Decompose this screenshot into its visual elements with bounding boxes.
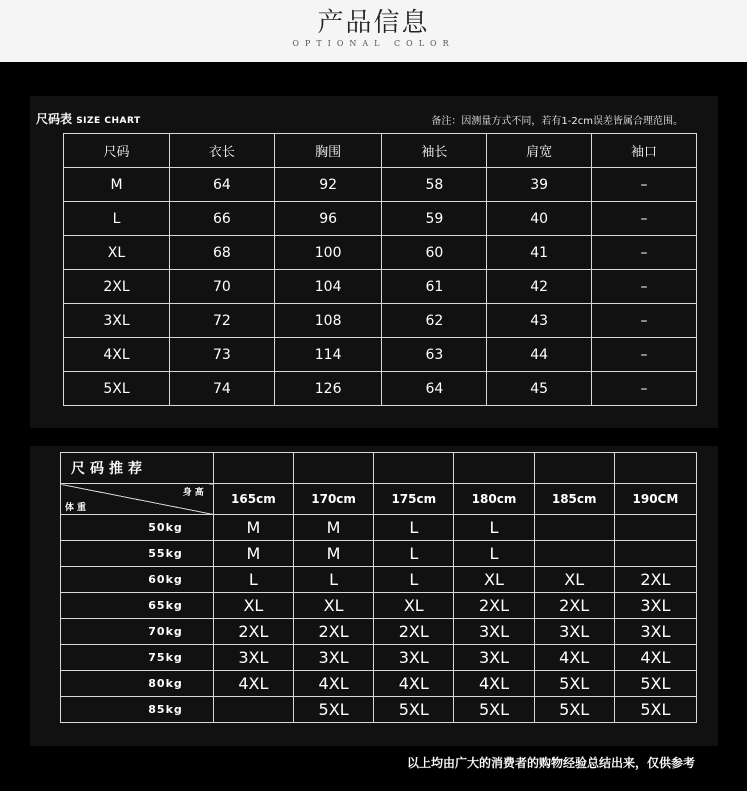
recommend-title: 尺码推荐 — [61, 453, 214, 484]
table-cell: 59 — [382, 202, 487, 236]
size-chart-table — [63, 133, 697, 406]
recommended-size-cell: M — [293, 515, 373, 541]
recommended-size-cell: XL — [534, 567, 614, 593]
weight-label: 55kg — [61, 541, 214, 567]
table-cell: 62 — [382, 304, 487, 338]
height-header: 170cm — [293, 484, 373, 515]
size-chart-heading — [36, 110, 141, 127]
table-cell: M — [64, 168, 170, 202]
table-cell — [374, 453, 454, 484]
table-cell: 126 — [274, 372, 382, 406]
recommended-size-cell: 5XL — [534, 671, 614, 697]
page-title: 产品信息 — [317, 8, 430, 38]
table-row — [64, 372, 697, 406]
diagonal-header-cell — [61, 484, 214, 515]
table-row — [64, 304, 697, 338]
column-header: 衣长 — [169, 134, 274, 168]
recommended-size-cell: L — [454, 541, 534, 567]
table-cell: – — [592, 372, 697, 406]
recommended-size-cell: M — [213, 515, 293, 541]
height-header: 175cm — [374, 484, 454, 515]
table-row — [61, 645, 697, 671]
recommended-size-cell: 3XL — [454, 645, 534, 671]
recommended-size-cell: 2XL — [213, 619, 293, 645]
table-cell: 72 — [169, 304, 274, 338]
recommended-size-cell: M — [293, 541, 373, 567]
recommended-size-cell: 2XL — [293, 619, 373, 645]
table-cell: 61 — [382, 270, 487, 304]
table-cell: 44 — [487, 338, 592, 372]
column-header: 袖口 — [592, 134, 697, 168]
recommended-size-cell: M — [213, 541, 293, 567]
table-cell — [614, 453, 696, 484]
table-cell: 45 — [487, 372, 592, 406]
table-row — [61, 671, 697, 697]
page-subtitle: OPTIONAL COLOR — [292, 39, 455, 48]
table-cell: 60 — [382, 236, 487, 270]
weight-label: 70kg — [61, 619, 214, 645]
table-cell — [534, 453, 614, 484]
table-row — [61, 593, 697, 619]
table-cell: 4XL — [64, 338, 170, 372]
table-row — [61, 515, 697, 541]
recommended-size-cell: L — [374, 515, 454, 541]
table-cell: 64 — [382, 372, 487, 406]
recommended-size-cell: L — [374, 567, 454, 593]
recommended-size-cell: 4XL — [454, 671, 534, 697]
table-cell — [293, 453, 373, 484]
table-row — [61, 697, 697, 723]
table-cell: – — [592, 338, 697, 372]
recommended-size-cell: 4XL — [534, 645, 614, 671]
height-header: 180cm — [454, 484, 534, 515]
recommended-size-cell — [213, 697, 293, 723]
recommended-size-cell: XL — [454, 567, 534, 593]
size-chart-title-cn: 尺码表 — [36, 112, 73, 126]
recommended-size-cell: XL — [293, 593, 373, 619]
table-cell: 43 — [487, 304, 592, 338]
table-row — [64, 168, 697, 202]
table-cell: 114 — [274, 338, 382, 372]
recommended-size-cell: 5XL — [374, 697, 454, 723]
table-cell: 108 — [274, 304, 382, 338]
table-row — [64, 202, 697, 236]
table-cell: – — [592, 270, 697, 304]
table-cell: 100 — [274, 236, 382, 270]
table-row — [64, 338, 697, 372]
table-row — [61, 541, 697, 567]
recommended-size-cell: 2XL — [454, 593, 534, 619]
height-axis-label: 身高 — [182, 488, 207, 498]
table-cell: 68 — [169, 236, 274, 270]
table-cell: 42 — [487, 270, 592, 304]
recommended-size-cell: 3XL — [374, 645, 454, 671]
table-row — [64, 236, 697, 270]
recommended-size-cell: 4XL — [614, 645, 696, 671]
recommended-size-cell: 3XL — [213, 645, 293, 671]
table-row — [61, 567, 697, 593]
table-cell: 5XL — [64, 372, 170, 406]
table-cell: 2XL — [64, 270, 170, 304]
recommended-size-cell: XL — [213, 593, 293, 619]
recommended-size-cell: L — [454, 515, 534, 541]
footer-note: 以上均由广大的消费者的购物经验总结出来，仅供参考 — [406, 756, 695, 770]
recommended-size-cell: 5XL — [293, 697, 373, 723]
weight-axis-label: 体重 — [65, 503, 90, 513]
table-cell: 66 — [169, 202, 274, 236]
recommended-size-cell: 5XL — [454, 697, 534, 723]
size-chart-note: 备注：因测量方式不同，若有1-2cm误差皆属合理范围。 — [431, 116, 683, 127]
table-cell — [213, 453, 293, 484]
weight-label: 75kg — [61, 645, 214, 671]
table-cell: 3XL — [64, 304, 170, 338]
recommended-size-cell: 3XL — [293, 645, 373, 671]
table-row — [64, 270, 697, 304]
table-cell: – — [592, 168, 697, 202]
table-cell: 58 — [382, 168, 487, 202]
table-cell: 96 — [274, 202, 382, 236]
column-header: 胸围 — [274, 134, 382, 168]
height-header: 190CM — [614, 484, 696, 515]
table-cell: XL — [64, 236, 170, 270]
table-cell: L — [64, 202, 170, 236]
recommended-size-cell: 3XL — [614, 593, 696, 619]
recommended-size-cell — [534, 515, 614, 541]
recommended-size-cell: 4XL — [293, 671, 373, 697]
height-header: 185cm — [534, 484, 614, 515]
recommended-size-cell — [534, 541, 614, 567]
recommended-size-cell: 5XL — [614, 697, 696, 723]
table-row — [61, 619, 697, 645]
recommended-size-cell: 5XL — [534, 697, 614, 723]
weight-label: 65kg — [61, 593, 214, 619]
table-cell: 104 — [274, 270, 382, 304]
table-cell — [454, 453, 534, 484]
table-cell: – — [592, 236, 697, 270]
recommended-size-cell: 5XL — [614, 671, 696, 697]
recommended-size-cell — [614, 541, 696, 567]
recommended-size-cell: 2XL — [374, 619, 454, 645]
table-cell: 92 — [274, 168, 382, 202]
recommended-size-cell: 3XL — [454, 619, 534, 645]
table-cell: 74 — [169, 372, 274, 406]
recommended-size-cell: 4XL — [213, 671, 293, 697]
column-header: 尺码 — [64, 134, 170, 168]
column-header: 肩宽 — [487, 134, 592, 168]
height-header: 165cm — [213, 484, 293, 515]
column-header: 袖长 — [382, 134, 487, 168]
table-cell: 70 — [169, 270, 274, 304]
weight-label: 85kg — [61, 697, 214, 723]
recommended-size-cell: 3XL — [614, 619, 696, 645]
table-cell: 63 — [382, 338, 487, 372]
recommended-size-cell: 2XL — [614, 567, 696, 593]
table-cell: 41 — [487, 236, 592, 270]
size-chart-header-row — [64, 134, 697, 168]
weight-label: 60kg — [61, 567, 214, 593]
recommended-size-cell: L — [293, 567, 373, 593]
table-cell: 64 — [169, 168, 274, 202]
table-cell: 40 — [487, 202, 592, 236]
recommended-size-cell — [614, 515, 696, 541]
size-recommend-table — [60, 452, 697, 723]
weight-label: 80kg — [61, 671, 214, 697]
recommended-size-cell: 2XL — [534, 593, 614, 619]
product-info-header — [0, 0, 747, 62]
recommended-size-cell: 4XL — [374, 671, 454, 697]
recommend-height-row — [61, 484, 697, 515]
table-cell: – — [592, 304, 697, 338]
table-cell: – — [592, 202, 697, 236]
recommend-title-row — [61, 453, 697, 484]
table-cell: 39 — [487, 168, 592, 202]
recommended-size-cell: XL — [374, 593, 454, 619]
table-cell: 73 — [169, 338, 274, 372]
weight-label: 50kg — [61, 515, 214, 541]
recommended-size-cell: L — [213, 567, 293, 593]
size-chart-title-en: SIZE CHART — [76, 116, 141, 126]
recommended-size-cell: L — [374, 541, 454, 567]
recommended-size-cell: 3XL — [534, 619, 614, 645]
